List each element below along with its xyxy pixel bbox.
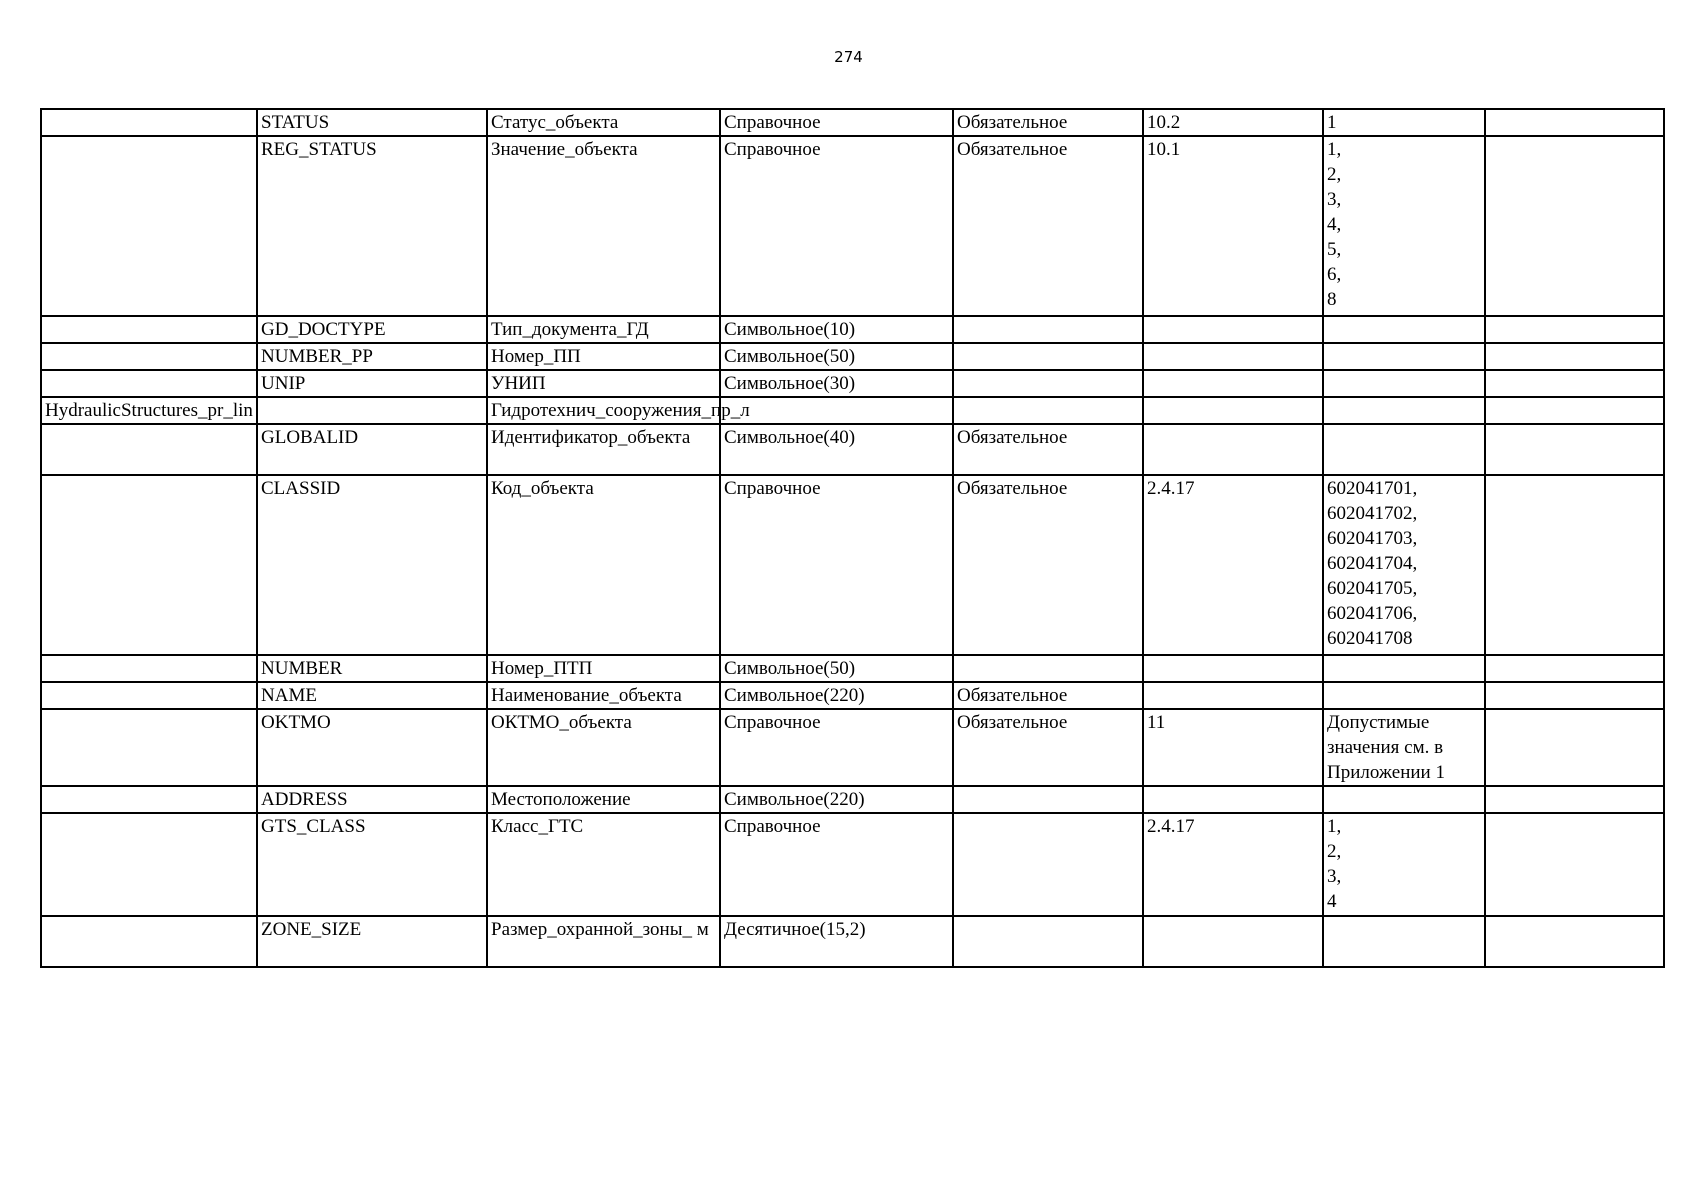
layer-name-cell [41,475,257,655]
page-number: 274 [834,48,863,66]
table-row [41,786,1664,813]
note-cell [1485,136,1664,316]
layer-name-cell [41,109,257,136]
allowed-value: 602041708 [1327,628,1413,649]
layer-name-cell [41,424,257,475]
allowed-values-cell [1323,109,1485,136]
field-type-cell: Символьное(50) [720,343,953,370]
allowed-value: 2, [1327,164,1342,185]
reference-cell: 10.2 [1143,109,1323,136]
allowed-values-cell [1323,136,1485,316]
field-name-cell: GTS_CLASS [257,813,487,916]
allowed-values-cell [1323,786,1485,813]
note-cell [1485,709,1664,786]
layer-name-cell [41,343,257,370]
layer-name-cell [41,916,257,967]
reference-cell [1143,916,1323,967]
field-name-cell: STATUS [257,109,487,136]
allowed-values-cell [1323,397,1485,424]
table-row [41,343,1664,370]
layer-name-cell: HydraulicStructures_pr_lin [41,397,257,424]
allowed-value: 1, [1327,816,1342,837]
field-alias-cell: Код_объекта [487,475,720,655]
allowed-values-cell [1323,709,1485,786]
allowed-value: 602041701, [1327,478,1418,499]
field-type-cell: Символьное(220) [720,786,953,813]
field-alias-cell: Статус_объекта [487,109,720,136]
table-row [41,475,1664,655]
field-type-cell: Справочное [720,709,953,786]
field-name-cell: NUMBER [257,655,487,682]
allowed-value: 5, [1327,239,1342,260]
allowed-value: 8 [1327,289,1337,310]
allowed-values-cell [1323,813,1485,916]
allowed-value: 602041705, [1327,578,1418,599]
table-row [41,655,1664,682]
field-type-cell: Справочное [720,475,953,655]
allowed-value: 3, [1327,189,1342,210]
allowed-values-cell [1323,424,1485,475]
note-cell [1485,343,1664,370]
allowed-values-cell [1323,316,1485,343]
field-alias-cell: Наименование_объекта [487,682,720,709]
layer-name-cell [41,786,257,813]
allowed-value: 3, [1327,866,1342,887]
note-cell [1485,109,1664,136]
field-type-cell: Символьное(50) [720,655,953,682]
required-cell: Обязательное [953,424,1143,475]
table-row [41,813,1664,916]
field-type-cell: Символьное(40) [720,424,953,475]
table-row [41,682,1664,709]
field-alias-cell: Идентификатор_объекта [487,424,720,475]
field-type-cell: Справочное [720,813,953,916]
allowed-value: 602041706, [1327,603,1418,624]
required-cell: Обязательное [953,682,1143,709]
field-type-cell: Символьное(10) [720,316,953,343]
allowed-value: Приложении 1 [1327,762,1445,783]
field-type-cell: Справочное [720,136,953,316]
field-type-cell: Десятичное(15,2) [720,916,953,967]
reference-cell [1143,424,1323,475]
field-alias-cell: Местоположение [487,786,720,813]
reference-cell [1143,370,1323,397]
note-cell [1485,424,1664,475]
field-alias-cell: Гидротехнич_сооружения_пр_л [487,397,720,424]
required-cell [953,786,1143,813]
field-type-cell: Справочное [720,109,953,136]
reference-cell: 10.1 [1143,136,1323,316]
field-alias-cell: Размер_охранной_зоны_ м [487,916,720,967]
allowed-value: 1, [1327,139,1342,160]
required-cell [953,916,1143,967]
table-row [41,370,1664,397]
field-type-cell: Символьное(220) [720,682,953,709]
required-cell: Обязательное [953,109,1143,136]
field-name-cell: UNIP [257,370,487,397]
allowed-value: Допустимые [1327,712,1430,733]
note-cell [1485,813,1664,916]
required-cell: Обязательное [953,475,1143,655]
field-name-cell: ZONE_SIZE [257,916,487,967]
field-name-cell: NAME [257,682,487,709]
field-name-cell: REG_STATUS [257,136,487,316]
allowed-value: 602041704, [1327,553,1418,574]
required-cell: Обязательное [953,136,1143,316]
field-alias-cell: Значение_объекта [487,136,720,316]
allowed-value: 1 [1327,112,1337,133]
layer-name-cell [41,682,257,709]
reference-cell [1143,343,1323,370]
field-alias-cell: ОКТМО_объекта [487,709,720,786]
note-cell [1485,786,1664,813]
field-alias-cell: Номер_ПТП [487,655,720,682]
required-cell [953,813,1143,916]
allowed-value: 602041703, [1327,528,1418,549]
table-row [41,709,1664,786]
layer-name-cell [41,655,257,682]
field-type-cell [720,397,953,424]
table-row [41,136,1664,316]
table-body [41,109,1664,967]
note-cell [1485,475,1664,655]
attribute-table [40,108,1665,968]
layer-name-cell [41,316,257,343]
table-row [41,916,1664,967]
layer-name-cell [41,136,257,316]
field-name-cell: ADDRESS [257,786,487,813]
required-cell [953,655,1143,682]
allowed-values-cell [1323,475,1485,655]
reference-cell [1143,397,1323,424]
allowed-value: 6, [1327,264,1342,285]
note-cell [1485,397,1664,424]
required-cell [953,343,1143,370]
allowed-values-cell [1323,655,1485,682]
allowed-values-cell [1323,370,1485,397]
allowed-value: 602041702, [1327,503,1418,524]
note-cell [1485,316,1664,343]
reference-cell: 2.4.17 [1143,813,1323,916]
field-alias-cell: Номер_ПП [487,343,720,370]
note-cell [1485,682,1664,709]
reference-cell [1143,655,1323,682]
field-type-cell: Символьное(30) [720,370,953,397]
reference-cell [1143,786,1323,813]
field-name-cell: GD_DOCTYPE [257,316,487,343]
field-name-cell: OKTMO [257,709,487,786]
allowed-values-cell [1323,682,1485,709]
table-row [41,424,1664,475]
field-alias-cell: Класс_ГТС [487,813,720,916]
allowed-value: 4 [1327,891,1337,912]
required-cell [953,370,1143,397]
table-row [41,109,1664,136]
layer-name-cell [41,813,257,916]
table-row [41,316,1664,343]
field-name-cell: GLOBALID [257,424,487,475]
allowed-value: 4, [1327,214,1342,235]
required-cell: Обязательное [953,709,1143,786]
layer-name-cell [41,709,257,786]
field-name-cell [257,397,487,424]
layer-name-cell [41,370,257,397]
field-name-cell: CLASSID [257,475,487,655]
reference-cell: 11 [1143,709,1323,786]
allowed-values-cell [1323,343,1485,370]
allowed-value: 2, [1327,841,1342,862]
field-name-cell: NUMBER_PP [257,343,487,370]
reference-cell [1143,682,1323,709]
allowed-values-cell [1323,916,1485,967]
reference-cell: 2.4.17 [1143,475,1323,655]
field-alias-cell: УНИП [487,370,720,397]
required-cell [953,397,1143,424]
note-cell [1485,916,1664,967]
note-cell [1485,655,1664,682]
required-cell [953,316,1143,343]
note-cell [1485,370,1664,397]
allowed-value: значения см. в [1327,737,1444,758]
field-alias-cell: Тип_документа_ГД [487,316,720,343]
reference-cell [1143,316,1323,343]
table-row [41,397,1664,424]
